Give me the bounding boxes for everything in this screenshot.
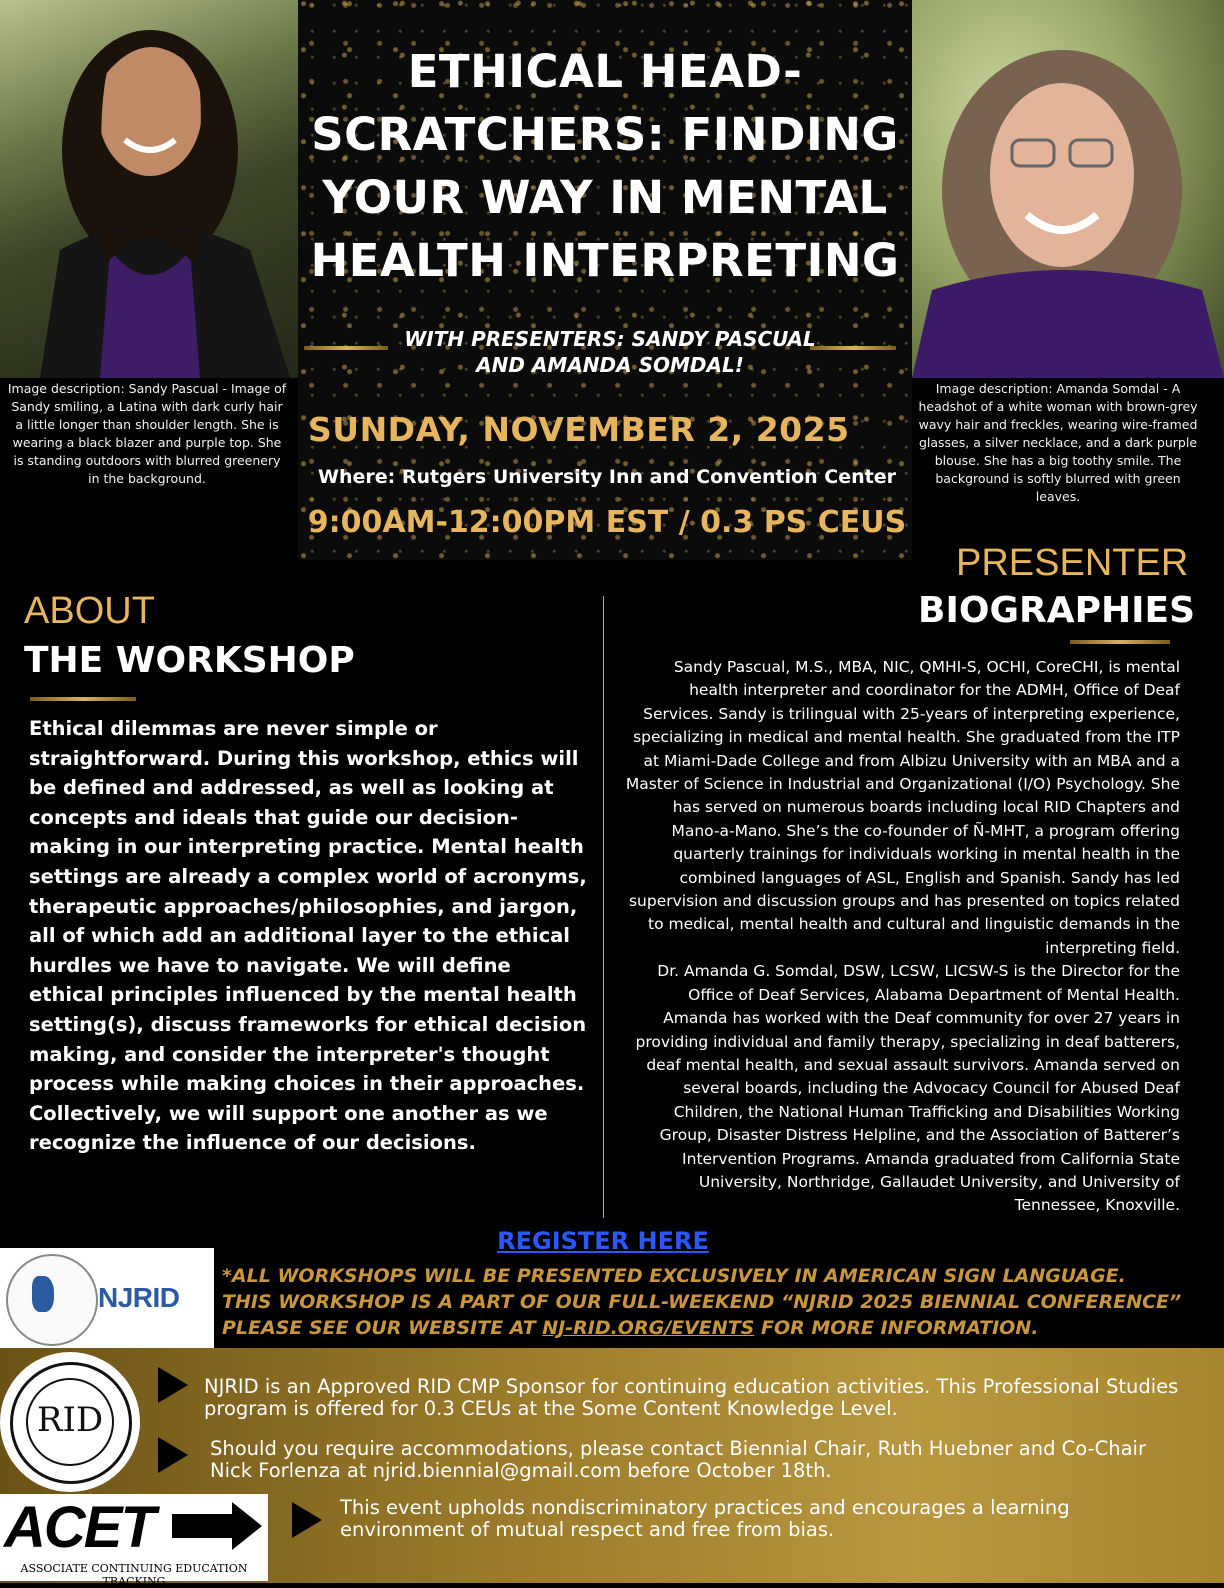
- acet-logo-text: ACET: [4, 1495, 154, 1560]
- image-description-left: Image description: Sandy Pascual - Image of Sandy smiling, a Latina with dark curly hair a little longer than shoulder length. She is wearing a black blazer and purple top. She is standing outdoors with blurred greenery in the background.: [7, 381, 287, 486]
- rid-logo-text: RID: [36, 1400, 104, 1440]
- title-line: HEALTH INTERPRETING: [310, 234, 900, 287]
- arrow-icon: [172, 1514, 234, 1538]
- presenters-line: [330, 326, 890, 378]
- new-jersey-map-icon: [32, 1276, 54, 1312]
- presenters-line-2: AND AMANDA SOMDAL!: [476, 353, 744, 377]
- bio-sandy-pascual: Sandy Pascual, M.S., MBA, NIC, QMHI-S, OCHI, CoreCHI, is mental health interpreter and coordinator for the ADMH, Office of Deaf Services. Sandy is trilingual with 25-years of interpreting experience, specializing in medical and mental health. She graduated from the ITP at Miami-Dade College and from Albizu University with an MBA and a Master of Science in Industrial and Organizational (I/O) Psychology. She has served on numerous boards including local RID Chapters and Mano-a-Mano. She’s the co-founder of Ñ-MHT, a program offering quarterly trainings for individuals working in mental health in the combined languages of ASL, English and Spanish. Sandy has led supervision and discussion groups and has presented on topics related to medical, mental health and cultural and linguistic demands in the interpreting field.: [625, 658, 1180, 957]
- triangle-bullet-icon: [292, 1502, 322, 1538]
- gold-divider: [30, 697, 136, 701]
- presenter-biographies: [620, 656, 1180, 1218]
- notice-line-1: *ALL WORKSHOPS WILL BE PRESENTED EXCLUSIVELY IN AMERICAN SIGN LANGUAGE.: [222, 1265, 1126, 1287]
- njrid-logo: [0, 1248, 214, 1348]
- amanda-portrait-illustration: [912, 0, 1224, 378]
- triangle-bullet-icon: [158, 1437, 188, 1473]
- title-line: ETHICAL HEAD-: [407, 45, 803, 98]
- title-line: YOUR WAY IN MENTAL: [322, 171, 888, 224]
- bullet-nondiscrimination: This event upholds nondiscriminatory practices and encourages a learning environment of mutual respect and free from bias.: [340, 1496, 1070, 1541]
- sandy-portrait-illustration: [0, 0, 298, 378]
- bullet-accommodations: Should you require accommodations, please contact Biennial Chair, Ruth Huebner and Co-Chair Nick Forlenza at njrid.biennial@gmail.com before October 18th.: [210, 1437, 1146, 1482]
- presenters-line-1: WITH PRESENTERS: SANDY PASCUAL: [404, 327, 816, 351]
- sandy-pascual-photo: [0, 0, 298, 378]
- notice-line-3-post: FOR MORE INFORMATION.: [754, 1317, 1039, 1339]
- amanda-somdal-photo: [912, 0, 1224, 378]
- about-heading-bold: THE WORKSHOP: [24, 640, 355, 681]
- bio-amanda-somdal: Dr. Amanda G. Somdal, DSW, LCSW, LICSW-S is the Director for the Office of Deaf Services, Alabama Department of Mental Health. Amanda has worked with the Deaf community for over 27 years in providing individual and family therapy, specializing in deaf batterers, deaf mental health, and sexual assault survivors. Amanda served on several boards, including the Advocacy Council for Abused Deaf Children, the National Human Trafficking and Disabilities Working Group, Disaster Distress Helpline, and the Association of Batterer’s Intervention Programs. Amanda graduated from California State University, Northridge, Gallaudet University, and University of Tennessee, Knoxville.: [635, 962, 1180, 1215]
- register-link[interactable]: REGISTER HERE: [497, 1227, 709, 1255]
- website-link[interactable]: NJ-RID.ORG/EVENTS: [542, 1317, 755, 1339]
- acet-logo: [0, 1494, 268, 1588]
- notice-line-2: THIS WORKSHOP IS A PART OF OUR FULL-WEEKEND “NJRID 2025 BIENNIAL CONFERENCE”: [222, 1291, 1182, 1313]
- about-heading-thin: ABOUT: [24, 590, 155, 632]
- title-line: SCRATCHERS: FINDING: [311, 108, 899, 161]
- notice-line-3: [222, 1315, 1212, 1341]
- rid-cmp-logo: [0, 1352, 140, 1492]
- acet-logo-subtitle: ASSOCIATE CONTINUING EDUCATION TRACKING: [20, 1562, 248, 1588]
- event-title: [298, 40, 912, 292]
- event-date: SUNDAY, NOVEMBER 2, 2025: [308, 410, 850, 449]
- image-description-right: Image description: Amanda Somdal - A headshot of a white woman with brown-grey wavy hair and freckles, wearing wire-framed glasses, a silver necklace, and a dark purple blouse. She has a big toothy smile. The background is softly blurred with green leaves.: [918, 381, 1198, 504]
- arrow-head-icon: [232, 1502, 262, 1550]
- bullet-cmp-sponsor: NJRID is an Approved RID CMP Sponsor for continuing education activities. This Professional Studies program is offered for 0.3 CEUs at the Some Content Knowledge Level.: [204, 1375, 1179, 1420]
- about-workshop-text: Ethical dilemmas are never simple or straightforward. During this workshop, ethics will be defined and addressed, as well as looking at concepts and ideals that guide our decision-making in our interpreting practice. Mental health settings are already a complex world of acronyms, therapeutic approaches/philosophies, and jargon, all of which add an additional layer to the ethical hurdles we have to navigate. We will define ethical principles influenced by the mental health setting(s), discuss frameworks for ethical decision making, and consider the interpreter's thought process while making choices in their approaches. Collectively, we will support one another as we recognize the influence of our decisions.: [29, 717, 587, 1155]
- event-location: Where: Rutgers University Inn and Convention Center: [318, 466, 896, 488]
- bios-heading-bold: BIOGRAPHIES: [918, 590, 1195, 631]
- njrid-logo-text: NJRID: [98, 1282, 180, 1313]
- notice-text: [222, 1263, 1212, 1341]
- bios-heading-thin: PRESENTER: [956, 542, 1189, 584]
- event-time: 9:00AM-12:00PM EST / 0.3 PS CEUS: [307, 505, 907, 540]
- notice-line-3-pre: PLEASE SEE OUR WEBSITE AT: [222, 1317, 543, 1339]
- triangle-bullet-icon: [158, 1367, 188, 1403]
- gold-divider: [1070, 640, 1170, 644]
- column-divider: [603, 596, 604, 1218]
